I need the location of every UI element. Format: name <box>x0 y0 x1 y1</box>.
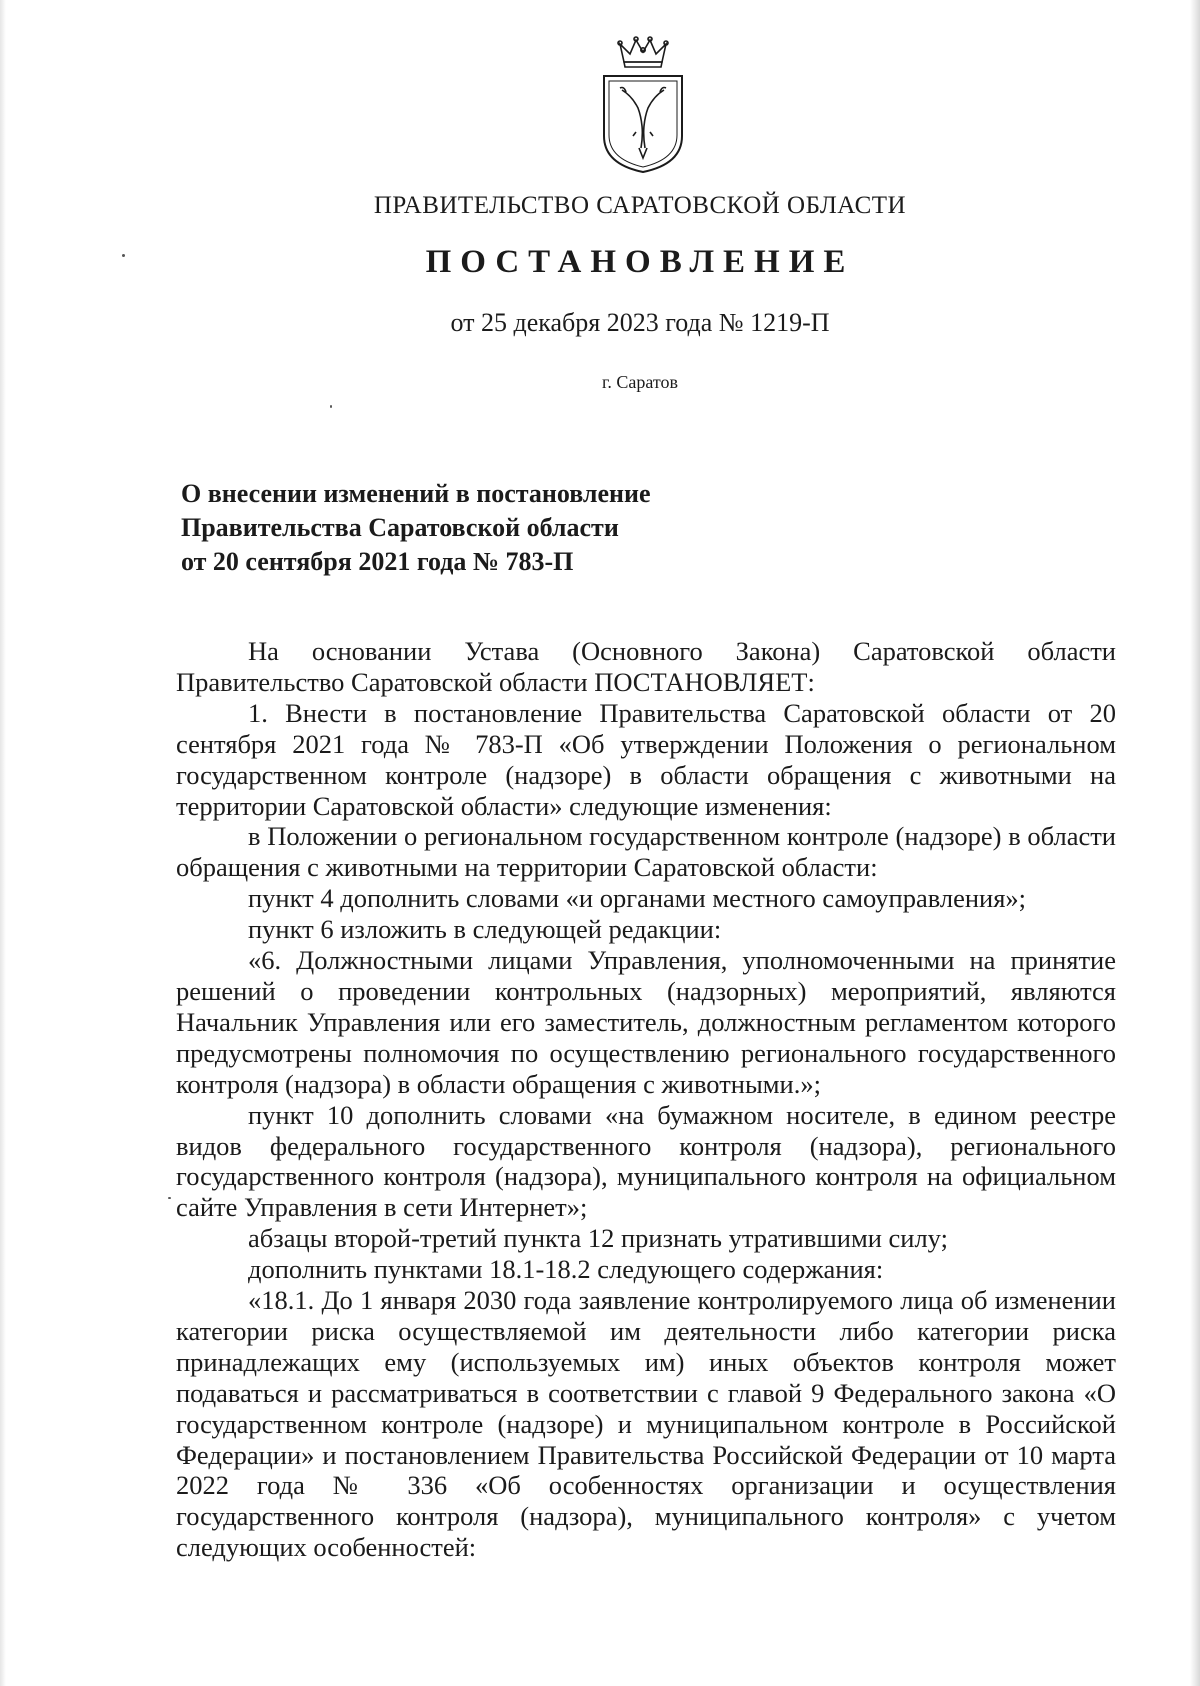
sterlet-fish-icon <box>620 88 666 159</box>
body-paragraph: На основании Устава (Основного Закона) Саратовской области Правительство Саратовской области ПОСТАНОВЛЯЕТ: <box>176 636 1116 697</box>
body-paragraph: абзацы второй-третий пункта 12 признать утратившими силу; <box>248 1223 948 1254</box>
body-paragraph: в Положении о региональном государственном контроле (надзоре) в области обращения с животными на территории Саратовской области: <box>176 821 1116 883</box>
crown-icon <box>618 37 668 67</box>
body-paragraph: пункт 10 дополнить словами «на бумажном носителе, в едином реестре видов федерального государственного контроля (надзора), регионального государственного контроля (надзора), муниципального контроля на официальном сайте Управления в сети Интернет»; <box>176 1099 1116 1223</box>
body-paragraph: «6. Должностными лицами Управления, уполномоченными на принятие решений о проведении контрольных (надзорных) мероприятий, являются Начальник Управления или его заместитель, должностным регламентом которого предусмотрены полномочия по осуществлению регионального государственного контроля (надзора) в области обращения с животными.»; <box>176 945 1116 1099</box>
subject-line: Правительства Саратовской области <box>181 513 619 542</box>
document-subject <box>181 477 741 579</box>
document-type-title: ПОСТАНОВЛЕНИЕ <box>425 244 855 280</box>
body-paragraph: пункт 4 дополнить словами «и органами местного самоуправления»; <box>248 883 1027 914</box>
scan-speck <box>122 254 125 257</box>
scan-edge-left <box>0 0 6 1686</box>
document-date-number: от 25 декабря 2023 года № 1219-П <box>450 308 830 337</box>
body-paragraph: дополнить пунктами 18.1-18.2 следующего содержания: <box>248 1254 884 1285</box>
body-paragraph: 1. Внести в постановление Правительства Саратовской области от 20 сентября 2021 года № 783-П «Об утверждении Положения о региональном государственном контроле (надзоре) в области обращения с животными на территории Саратовской области» следующие изменения: <box>176 697 1116 821</box>
body-paragraph: «18.1. До 1 января 2030 года заявление контролируемого лица об изменении категории риска осуществляемой им деятельности либо категории риска принадлежащих ему (используемых им) иных объектов контроля может подаваться и рассматриваться в соответствии с главой 9 Федерального закона «О государственном контроле (надзоре) и муниципальном контроле в Российской Федерации» и постановлением Правительства Российской Федерации от 10 марта 2022 года № 336 «Об особенностях организации и осуществления государственного контроля (надзора), муниципального контроля» с учетом следующих особенностей: <box>176 1285 1116 1563</box>
subject-line: от 20 сентября 2021 года № 783-П <box>181 547 574 576</box>
scan-speck <box>168 1197 171 1199</box>
subject-line: О внесении изменений в постановление <box>181 479 651 508</box>
body-paragraph: пункт 6 изложить в следующей редакции: <box>248 914 722 945</box>
scan-speck <box>330 405 332 408</box>
document-body <box>176 636 1116 1563</box>
organization-name: ПРАВИТЕЛЬСТВО САРАТОВСКОЙ ОБЛАСТИ <box>373 192 907 219</box>
coat-of-arms-emblem <box>598 36 688 176</box>
document-city: г. Саратов <box>602 372 678 392</box>
